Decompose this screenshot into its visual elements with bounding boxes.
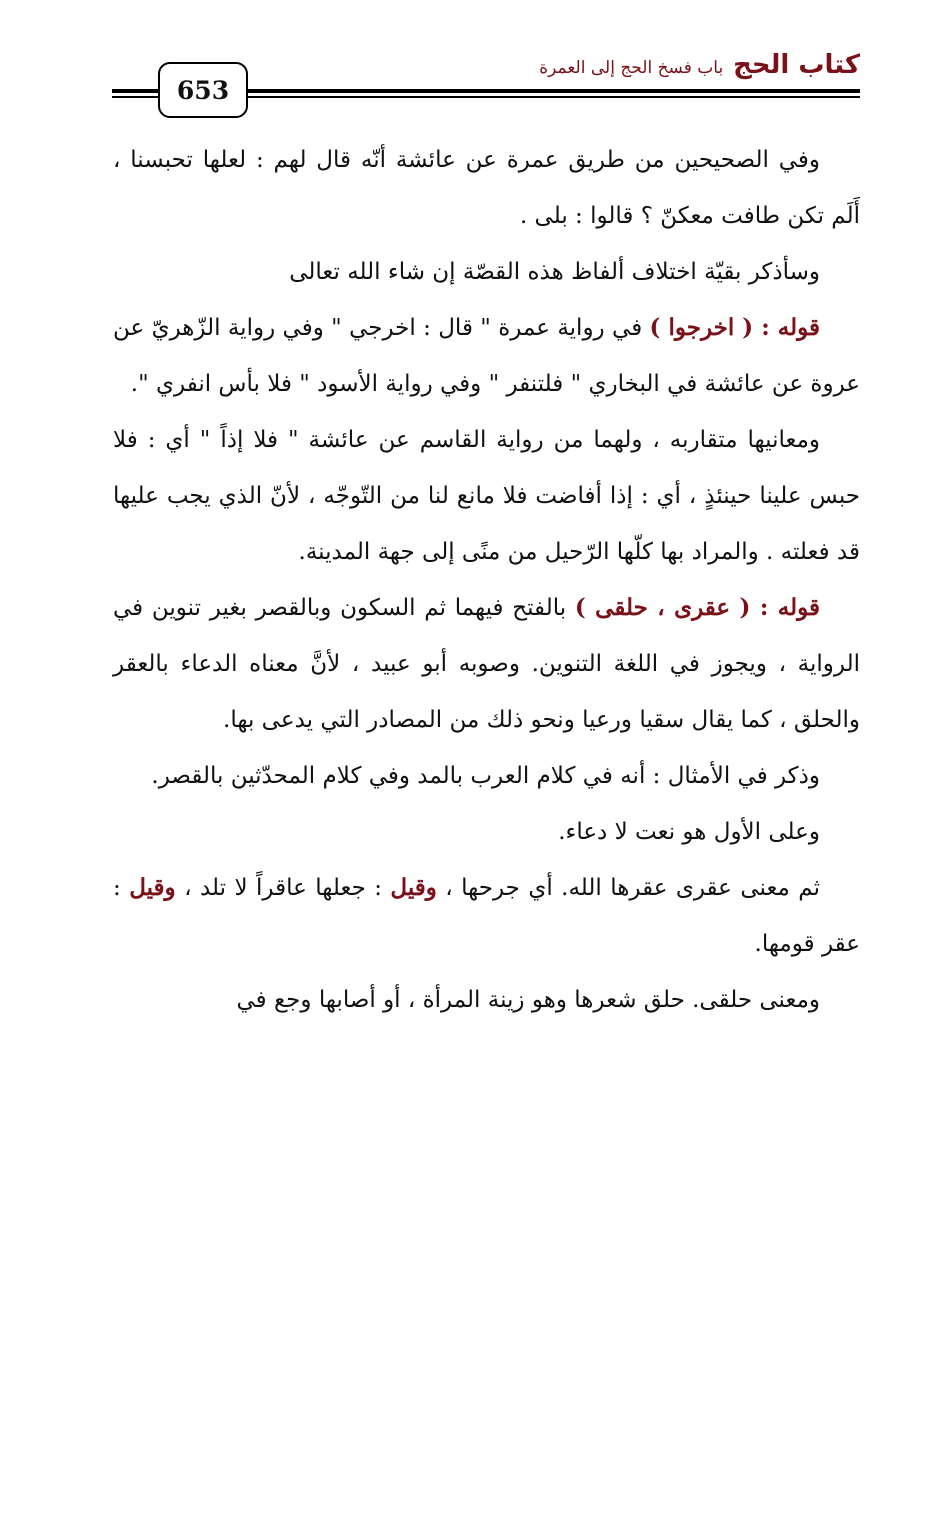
paragraph-text: وفي الصحيحين من طريق عمرة عن عائشة أنّه قال لهم : لعلها تحبسنا ، أَلَم تكن طافت معكنّ ؟ قالوا : بلى . [113, 147, 860, 229]
paragraph-text: ثم معنى عقرى عقرها الله. أي جرحها ، [436, 875, 821, 901]
paragraph-text: في رواية عمرة " قال : اخرجي " وفي رواية الزّهريّ عن عروة عن عائشة في البخاري " فلتنفر " وفي رواية الأسود " فلا بأس انفري ". [113, 315, 860, 397]
page-header [112, 44, 860, 114]
paragraph-p2 [113, 244, 860, 300]
paragraph-text: وسأذكر بقيّة اختلاف ألفاظ هذه القصّة إن شاء الله تعالى [289, 259, 820, 285]
main-text [113, 132, 860, 1028]
paragraph-text: ومعنى حلقى. حلق شعرها وهو زينة المرأة ، أو أصابها وجع في [236, 987, 820, 1013]
paragraph-text: : جعلها عاقراً لا تلد ، [175, 875, 391, 901]
chapter-title: باب فسخ الحج إلى العمرة [539, 58, 724, 78]
running-head [539, 50, 860, 80]
paragraph-text: وعلى الأول هو نعت لا دعاء. [558, 819, 820, 845]
book-title: كتاب الحج [733, 50, 860, 80]
paragraph-p1 [113, 132, 860, 244]
page-number-badge [158, 62, 248, 118]
paragraph-p8 [113, 860, 860, 972]
paragraph-text: وذكر في الأمثال : أنه في كلام العرب بالمد وفي كلام المحدّثين بالقصر. [151, 763, 820, 789]
paragraph-p6 [113, 748, 860, 804]
keyword-term: وقيل [390, 874, 437, 901]
paragraph-p4 [113, 412, 860, 580]
page-number: 653 [176, 75, 230, 105]
paragraph-p7 [113, 804, 860, 860]
paragraph-text: ومعانيها متقاربه ، ولهما من رواية القاسم عن عائشة " فلا إذاً " أي : فلا حبس علينا حينئذٍ ، أي : إذا أفاضت فلا مانع لنا من التّوجّه ، لأنّ الذي يجب عليها قد فعلته . والمراد بها كلّها الرّحيل من منًى إلى جهة المدينة. [113, 427, 860, 565]
keyword-term: وقيل [129, 874, 176, 901]
keyword-term: قوله : ( اخرجوا ) [649, 314, 820, 341]
paragraph-p5 [113, 580, 860, 748]
paragraph-text: : عقر قومها. [113, 875, 860, 957]
paragraph-p9 [113, 972, 860, 1028]
keyword-term: قوله : ( عقرى ، حلقى ) [574, 594, 820, 621]
paragraph-text: بالفتح فيهما ثم السكون وبالقصر بغير تنوين في الرواية ، ويجوز في اللغة التنوين. وصوبه أبو عبيد ، لأنَّ معناه الدعاء بالعقر والحلق ، كما يقال سقيا ورعيا ونحو ذلك من المصادر التي يدعى بها. [113, 595, 860, 733]
paragraph-p3 [113, 300, 860, 412]
